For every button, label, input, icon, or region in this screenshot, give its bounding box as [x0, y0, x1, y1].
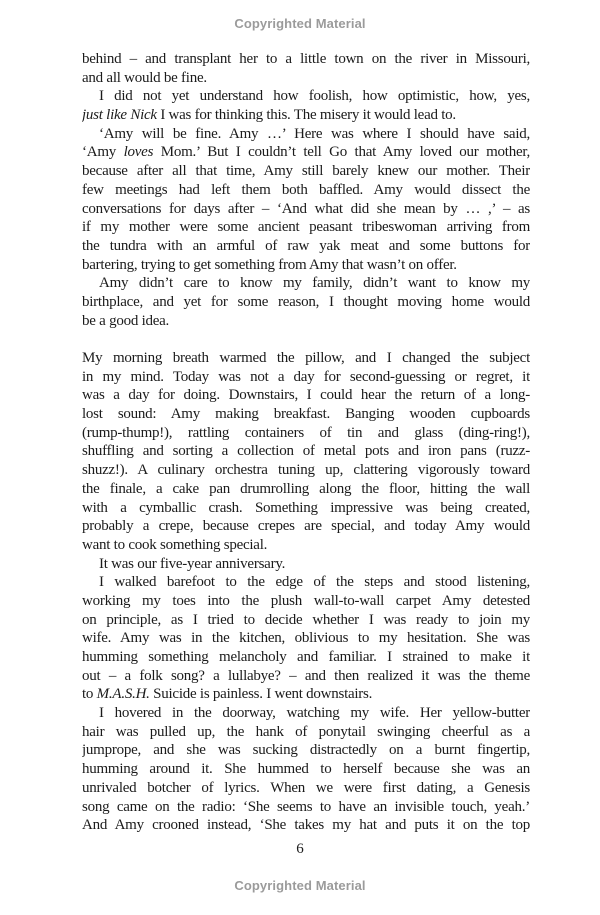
- text-segment: shuffling and sorting a collection of metal pots and iron pans (ruzz-: [82, 443, 530, 460]
- text-segment: and all would be fine.: [82, 69, 207, 86]
- text-segment: because after all that time, Amy still barely knew our mother. Their: [82, 163, 530, 180]
- text-line: [82, 405, 530, 424]
- text-line: [82, 349, 530, 368]
- text-segment: (rump-thump!), rattling containers of tin and glass (ding-ring!),: [82, 424, 530, 441]
- text-segment: was a day for doing. Downstairs, I could hear the return of a long-: [82, 387, 530, 404]
- copyright-notice-bottom: Copyrighted Material: [234, 878, 366, 893]
- text-segment: lost sound: Amy making breakfast. Banging wooden cupboards: [82, 406, 530, 423]
- text-segment: the finale, a cake pan drumrolling along the floor, hitting the wall: [82, 480, 530, 497]
- text-line: [82, 629, 530, 648]
- text-segment: It was our five-year anniversary.: [99, 555, 286, 572]
- text-segment: And Amy crooned instead, ‘She takes my hat and puts it on the top: [82, 817, 530, 834]
- text-segment: birthplace, and yet for some reason, I thought moving home would: [82, 293, 530, 310]
- text-line: [82, 573, 530, 592]
- text-segment: on principle, as I tried to decide whether I was ready to join my: [82, 611, 530, 628]
- text-segment: My morning breath warmed the pillow, and I changed the subject: [82, 350, 530, 366]
- text-segment: if my mother were some ancient peasant tribeswoman arriving from: [82, 219, 530, 236]
- text-line: [82, 648, 530, 667]
- text-line: [82, 312, 530, 331]
- text-line: [82, 555, 530, 574]
- copyright-notice-top: Copyrighted Material: [234, 16, 366, 31]
- text-line: [82, 162, 530, 181]
- text-line: [82, 256, 530, 275]
- text-line: [82, 368, 530, 387]
- text-segment: the tundra with an armful of raw yak meat and some buttons for: [82, 237, 530, 254]
- page-number: 6: [296, 841, 304, 857]
- text-line: [82, 442, 530, 461]
- text-segment: ‘Amy will be fine. Amy …’ Here was where I should have said,: [99, 125, 530, 142]
- text-line: [82, 480, 530, 499]
- text-block: [82, 50, 530, 835]
- text-segment: jumprope, and she was sucking distractedly on a burnt fingertip,: [82, 742, 530, 759]
- text-line: [82, 667, 530, 686]
- text-segment: unrivaled botcher of lyrics. When we were first dating, a Genesis: [82, 779, 530, 796]
- italic-text-segment: loves: [123, 144, 154, 161]
- text-segment: Suicide is painless. I went downstairs.: [149, 686, 373, 703]
- text-line: [82, 181, 530, 200]
- text-line: [82, 200, 530, 219]
- blank-line: [82, 330, 530, 349]
- text-line: [82, 741, 530, 760]
- text-segment: few meetings had left them both baffled. Amy would dissect the: [82, 181, 530, 198]
- text-segment: hair was pulled up, the hank of ponytail swinging cheerful as a: [82, 723, 530, 740]
- text-line: [82, 143, 530, 162]
- text-line: [82, 816, 530, 835]
- text-line: [82, 779, 530, 798]
- text-line: [82, 106, 530, 125]
- text-line: [82, 685, 530, 704]
- text-line: [82, 723, 530, 742]
- text-segment: in my mind. Today was not a day for second-guessing or regret, it: [82, 368, 530, 385]
- text-line: [82, 424, 530, 443]
- text-segment: Amy didn’t care to know my family, didn’t want to know my: [99, 275, 530, 292]
- text-segment: out – a folk song? a lullabye? – and then realized it was the theme: [82, 667, 530, 684]
- text-line: [82, 237, 530, 256]
- text-line: [82, 704, 530, 723]
- text-line: [82, 386, 530, 405]
- text-segment: be a good idea.: [82, 312, 170, 329]
- text-segment: I walked barefoot to the edge of the steps and stood listening,: [99, 574, 530, 591]
- text-line: [82, 798, 530, 817]
- text-segment: bartering, trying to get something from Amy that wasn’t on offer.: [82, 256, 457, 273]
- text-line: [82, 461, 530, 480]
- text-line: [82, 760, 530, 779]
- text-segment: I hovered in the doorway, watching my wife. Her yellow-butter: [99, 705, 530, 722]
- text-segment: Mom.’ But I couldn’t tell Go that Amy loved our mother,: [153, 144, 530, 161]
- text-segment: want to cook something special.: [82, 536, 268, 553]
- text-segment: conversations for days after – ‘And what did she mean by … ,’ – as: [82, 200, 530, 217]
- text-line: [82, 499, 530, 518]
- text-segment: song came on the radio: ‘She seems to have an invisible touch, yeah.’: [82, 798, 530, 815]
- text-segment: to: [82, 686, 97, 703]
- text-line: [82, 50, 530, 69]
- text-line: [82, 218, 530, 237]
- text-segment: ‘Amy: [82, 144, 124, 161]
- text-line: [82, 293, 530, 312]
- italic-text-segment: M.A.S.H.: [96, 686, 150, 703]
- text-segment: with a cymballic crash. Something impressive was being created,: [82, 499, 530, 516]
- text-segment: humming around it. She hummed to herself because she was an: [82, 761, 530, 778]
- text-segment: humming something melancholy and familiar. I strained to make it: [82, 649, 530, 665]
- text-line: [82, 517, 530, 536]
- text-line: [82, 536, 530, 555]
- text-segment: I was for thinking this. The misery it would lead to.: [156, 107, 456, 124]
- italic-text-segment: just like Nick: [82, 107, 157, 124]
- text-segment: wife. Amy was in the kitchen, oblivious to my hesitation. She was: [82, 630, 530, 647]
- text-line: [82, 125, 530, 144]
- text-line: [82, 592, 530, 611]
- text-segment: working my toes into the plush wall-to-wall carpet Amy detested: [82, 592, 530, 609]
- text-segment: shuzz!). A culinary orchestra tuning up, clattering vigorously toward: [82, 462, 530, 479]
- text-line: [82, 69, 530, 88]
- text-line: [82, 274, 530, 293]
- text-segment: probably a crepe, because crepes are special, and today Amy would: [82, 518, 530, 535]
- text-segment: behind – and transplant her to a little town on the river in Missouri,: [82, 51, 530, 67]
- text-segment: I did not yet understand how foolish, how optimistic, how, yes,: [99, 88, 530, 105]
- text-line: [82, 611, 530, 630]
- text-line: [82, 87, 530, 106]
